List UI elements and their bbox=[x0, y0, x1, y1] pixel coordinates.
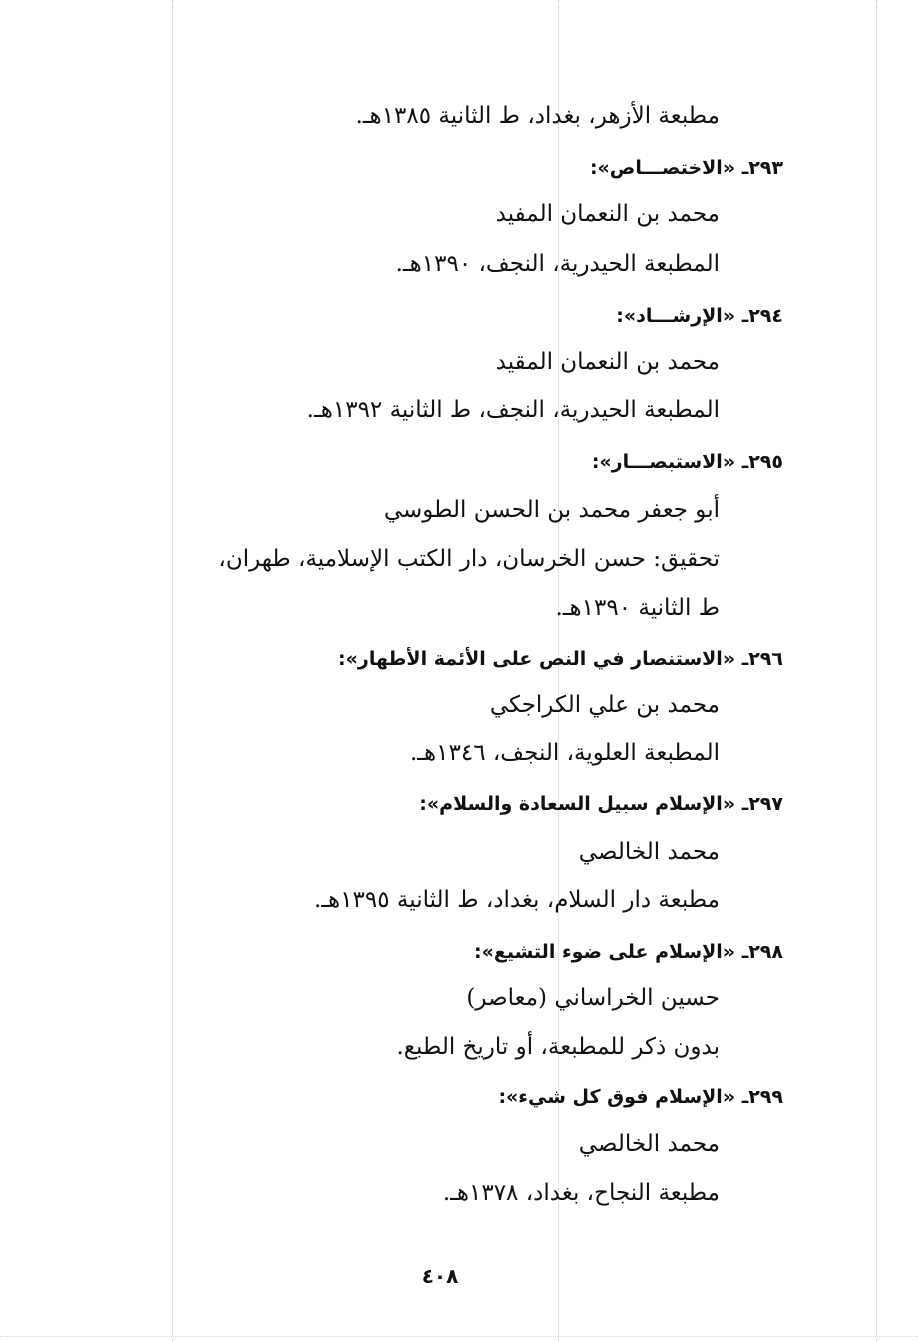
entry-heading-296: ٢٩٦ـ «الاستنصار في النص على الأئمة الأطهار»: bbox=[338, 648, 783, 670]
entry-author-line: محمد بن النعمان المقيد bbox=[495, 349, 720, 375]
entry-author-line: محمد الخالصي bbox=[578, 839, 720, 865]
entry-publisher-line: بدون ذكر للمطبعة، أو تاريخ الطبع. bbox=[396, 1034, 720, 1060]
entry-publisher-line: ط الثانية ١٣٩٠هـ. bbox=[555, 595, 720, 621]
entry-author-line: أبو جعفر محمد بن الحسن الطوسي bbox=[383, 497, 720, 523]
entry-publisher-line: المطبعة الحيدرية، النجف، ١٣٩٠هـ. bbox=[395, 251, 720, 277]
entry-editor-line: تحقيق: حسن الخرسان، دار الكتب الإسلامية، طهران، bbox=[218, 546, 720, 572]
page-number: ٤٠٨ bbox=[421, 1264, 459, 1288]
entry-heading-294: ٢٩٤ـ «الإرشـــاد»: bbox=[616, 305, 783, 327]
entry-publisher-line: مطبعة النجاح، بغداد، ١٣٧٨هـ. bbox=[442, 1180, 720, 1206]
guide-line bbox=[172, 0, 173, 1342]
entry-author-line: محمد بن علي الكراجكي bbox=[489, 692, 720, 718]
entry-author-line: محمد بن النعمان المفيد bbox=[495, 201, 720, 227]
guide-line bbox=[876, 0, 877, 1342]
entry-publisher-line: المطبعة العلوية، النجف، ١٣٤٦هـ. bbox=[409, 740, 720, 766]
entry-heading-293: ٢٩٣ـ «الاختصـــاص»: bbox=[589, 157, 783, 179]
entry-publisher-line: المطبعة الحيدرية، النجف، ط الثانية ١٣٩٢هـ. bbox=[306, 397, 720, 423]
entry-author-line: حسين الخراساني (معاصر) bbox=[466, 985, 720, 1011]
entry-publisher-line: مطبعة دار السلام، بغداد، ط الثانية ١٣٩٥هـ. bbox=[314, 887, 720, 913]
entry-publisher-line: مطبعة الأزهر، بغداد، ط الثانية ١٣٨٥هـ. bbox=[355, 103, 720, 129]
guide-line bbox=[0, 1336, 918, 1337]
entry-heading-295: ٢٩٥ـ «الاستبصـــار»: bbox=[591, 451, 783, 473]
entry-author-line: محمد الخالصي bbox=[578, 1131, 720, 1157]
entry-heading-299: ٢٩٩ـ «الإسلام فوق كل شيء»: bbox=[498, 1086, 783, 1108]
entry-heading-298: ٢٩٨ـ «الإسلام على ضوء التشيع»: bbox=[473, 941, 783, 963]
entry-heading-297: ٢٩٧ـ «الإسلام سبيل السعادة والسلام»: bbox=[419, 793, 783, 815]
